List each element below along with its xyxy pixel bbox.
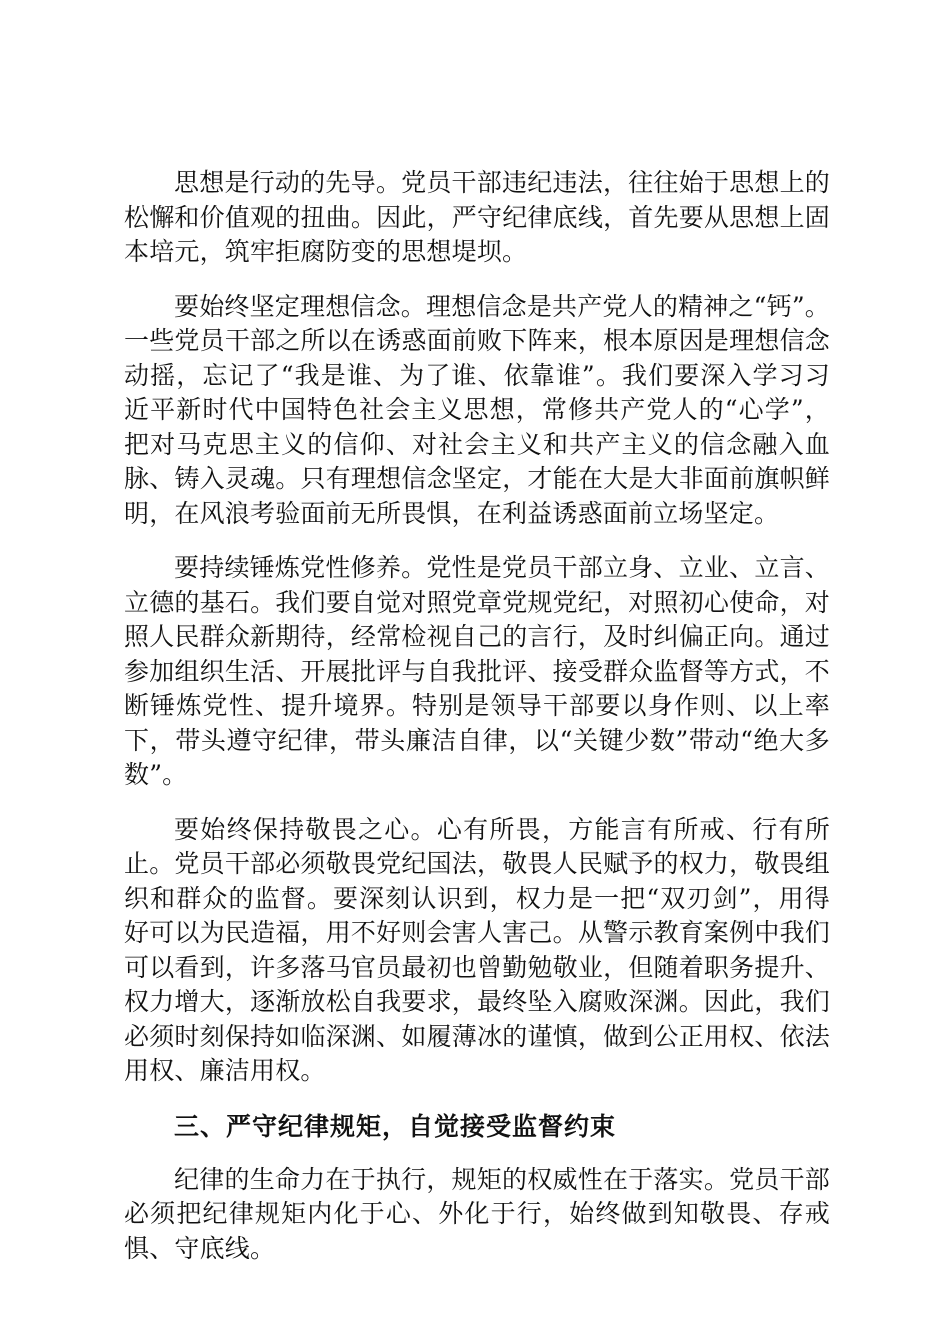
paragraph-2: 要始终坚定理想信念。理想信念是共产党人的精神之“钙”。一些党员干部之所以在诱惑面前败下阵来，根本原因是理想信念动摇，忘记了“我是谁、为了谁、依靠谁”。我们要深入学习习近平新时代中国特色社会主义思想，常修共产党人的“心学”，把对马克思主义的信仰、对社会主义和共产主义的信念融入血脉、铸入灵魂。只有理想信念坚定，才能在大是大非面前旗帜鲜明，在风浪考验面前无所畏惧，在利益诱惑面前立场坚定。 [124,291,830,528]
paragraph-3: 要持续锤炼党性修养。党性是党员干部立身、立业、立言、立德的基石。我们要自觉对照党章党规党纪，对照初心使命，对照人民群众新期待，经常检视自己的言行，及时纠偏正向。通过参加组织生活、开展批评与自我批评、接受群众监督等方式，不断锤炼党性、提升境界。特别是领导干部要以身作则、以上率下，带头遵守纪律，带头廉洁自律，以“关键少数”带动“绝大多数”。 [124,553,830,789]
section-heading: 三、严守纪律规矩，自觉接受监督约束 [174,1111,617,1141]
paragraph-1: 思想是行动的先导。党员干部违纪违法，往往始于思想上的松懈和价值观的扭曲。因此，严守纪律底线，首先要从思想上固本培元，筑牢拒腐防变的思想堤坝。 [124,168,830,266]
document-page [124,166,830,1286]
paragraph-5: 纪律的生命力在于执行，规矩的权威性在于落实。党员干部必须把纪律规矩内化于心、外化于行，始终做到知敬畏、存戒惧、守底线。 [124,1164,830,1263]
paragraph-4: 要始终保持敬畏之心。心有所畏，方能言有所戒、行有所止。党员干部必须敬畏党纪国法，敬畏人民赋予的权力，敬畏组织和群众的监督。要深刻认识到，权力是一把“双刃剑”，用得好可以为民造福，用不好则会害人害己。从警示教育案例中我们可以看到，许多落马官员最初也曾勤勉敬业，但随着职务提升、权力增大，逐渐放松自我要求，最终坠入腐败深渊。因此，我们必须时刻保持如临深渊、如履薄冰的谨慎，做到公正用权、依法用权、廉洁用权。 [124,814,830,1085]
